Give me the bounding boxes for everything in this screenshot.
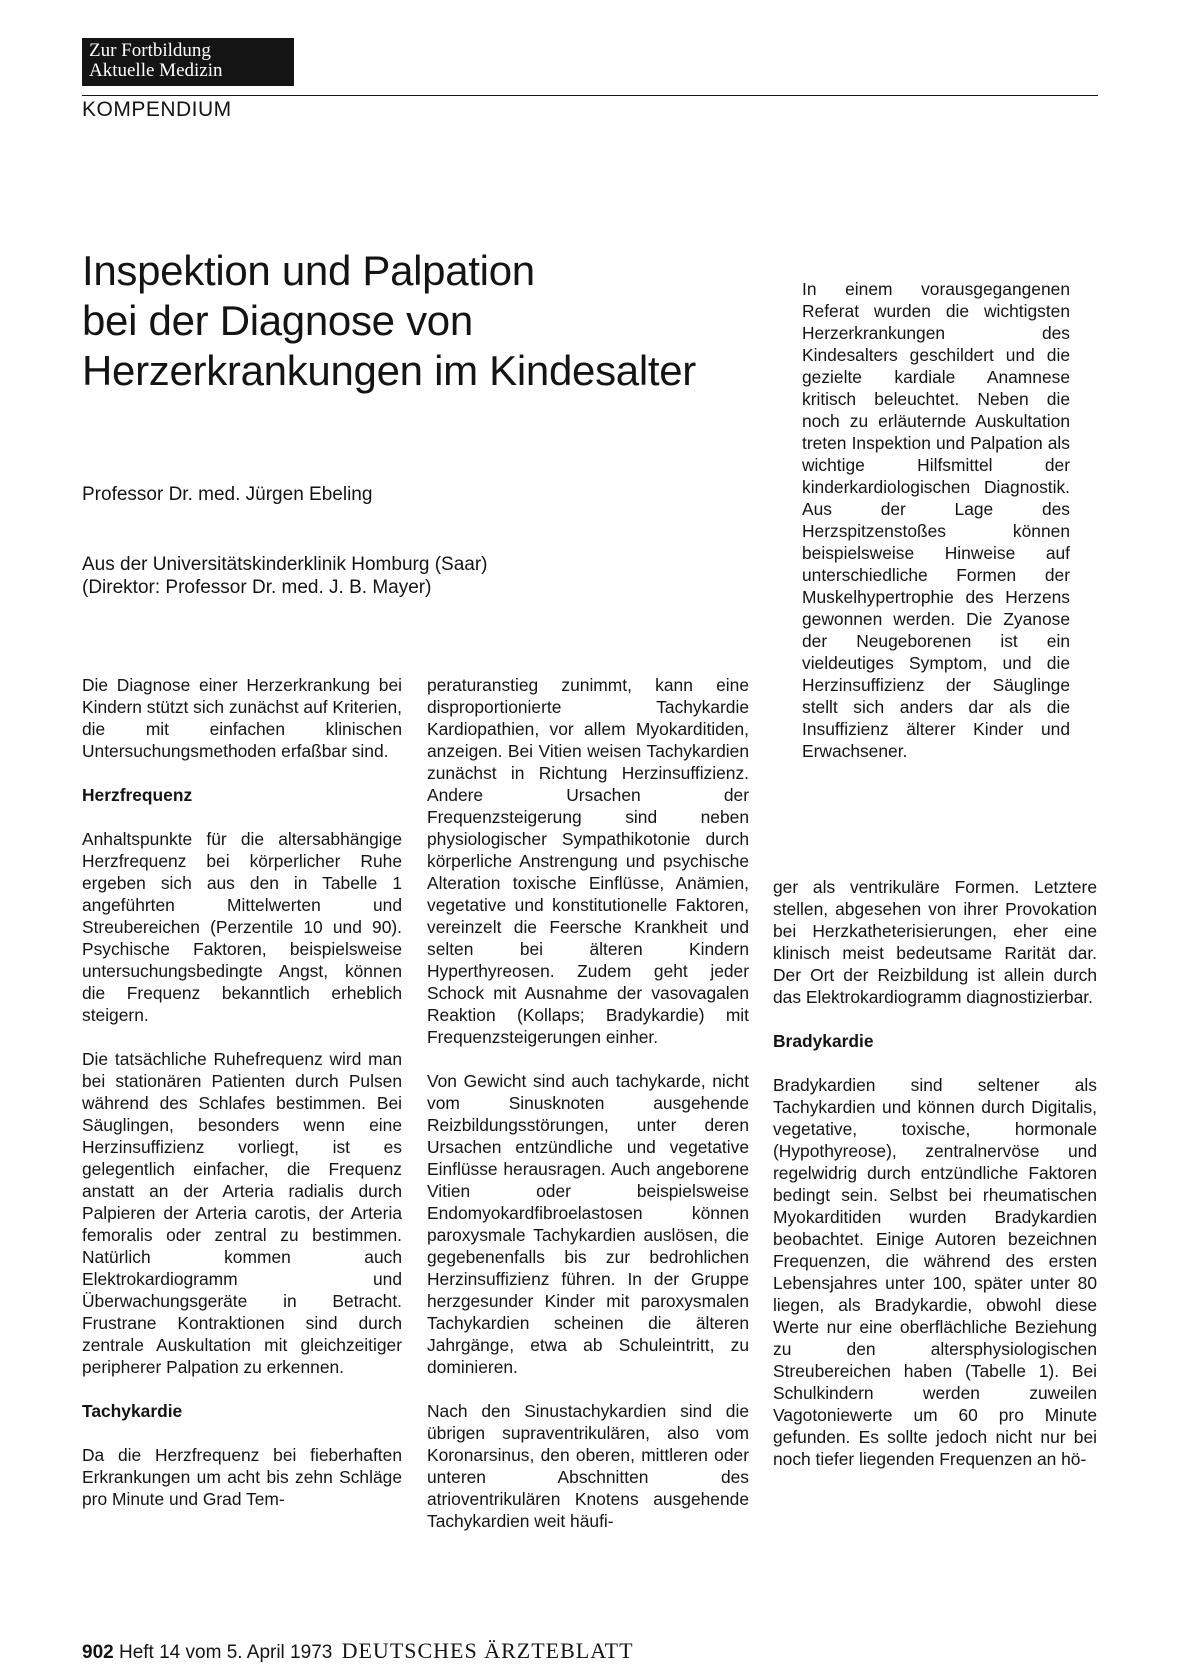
paragraph: Von Gewicht sind auch tachykarde, nicht vom Sinusknoten ausgehende Reizbildungsstörungen, unter deren Ursachen entzündliche und vegetative Einflüsse herausragen. Auch angeborene Vitien oder beispielsweise Endomyokardfibroelastosen können paroxysmale Tachykardien auslösen, die gegebenenfalls bis zur bedrohlichen Herzinsuffizienz führen. In der Gruppe herzgesunder Kinder mit paroxysmalen Tachykardien scheinen die älteren Jahrgänge, etwa ab Schuleintritt, zu dominieren. [427,1071,749,1377]
heading-herzfrequenz: Herzfrequenz [82,785,193,805]
page-footer [82,1638,634,1664]
section-label: KOMPENDIUM [82,98,232,121]
article-title [82,246,772,396]
paragraph: ger als ventrikuläre Formen. Letztere stellen, abgesehen von ihrer Provokation bei Herzkatheterisierungen, eher eine klinisch meist bedeutsame Rarität dar. Der Ort der Reizbildung ist allein durch das Elektrokardiogramm diagnostizierbar. [773,877,1097,1007]
text-column-2 [427,674,749,1532]
paragraph: Da die Herzfrequenz bei fieberhaften Erkrankungen um acht bis zehn Schläge pro Minute und Grad Tem- [82,1445,402,1509]
paragraph: Die tatsächliche Ruhefrequenz wird man bei stationären Patienten durch Pulsen während des Schlafes bestimmen. Bei Säuglingen, besonders wenn eine Herzinsuffizienz vorliegt, ist es gelegentlich einfacher, die Frequenz anstatt an der Arteria radialis durch Palpieren der Arteria carotis, der Arteria femoralis oder zentral zu bestimmen. Natürlich kommen auch Elektrokardiogramm und Überwachungsgeräte in Betracht. Frustrane Kontraktionen sind durch zentrale Auskultation mit gleichzeitiger peripherer Palpation zu erkennen. [82,1049,402,1377]
paragraph: Nach den Sinustachykardien sind die übrigen supraventrikulären, also vom Koronarsinus, den oberen, mittleren oder unteren Abschnitten des atrioventrikulären Knotens ausgehende Tachykardien weit häufi- [427,1401,749,1531]
header-rule [82,95,1098,96]
rubric-line-1: Zur Fortbildung [89,40,211,61]
heading-tachykardie: Tachykardie [82,1401,183,1421]
journal-name: DEUTSCHES ÄRZTEBLATT [341,1638,634,1663]
issue-info: Heft 14 vom 5. April 1973 [118,1642,333,1663]
text-column-3 [773,876,1097,1470]
text-column-1 [82,674,402,1510]
abstract: In einem vorausgegangenen Referat wurden die wichtigsten Herzerkrankungen des Kindesalters geschildert und die gezielte kardiale Anamnese kritisch beleuchtet. Neben die noch zu erläuternde Auskultation treten Inspektion und Palpation als wichtige Hilfsmittel der kinderkardiologischen Diagnostik. Aus der Lage des Herzspitzenstoßes können beispielsweise Hinweise auf unterschiedliche Formen der Muskelhypertrophie des Herzens gewonnen werden. Die Zyanose der Neugeborenen ist ein vieldeutiges Symptom, und die Herzinsuffizienz der Säuglinge stellt sich anders dar als die Insuffizienz älterer Kinder und Erwachsener. [802,279,1070,761]
title-line-2: bei der Diagnose von [82,297,473,344]
paragraph: peraturanstieg zunimmt, kann eine disproportionierte Tachykardie Kardiopathien, vor allem Myokarditiden, anzeigen. Bei Vitien weisen Tachykardien zunächst in Richtung Herzinsuffizienz. Andere Ursachen der Frequenzsteigerung sind neben physiologischer Sympathikotonie durch körperliche Anstrengung und psychische Alteration toxische Einflüsse, Anämien, vegetative und konstitutionelle Faktoren, vereinzelt die Feersche Krankheit und selten bei älteren Kindern Hyperthyreosen. Zudem geht jeder Schock mit Ausnahme der vasovagalen Reaktion (Kollaps; Bradykardie) mit Frequenzsteigerungen einher. [427,675,749,1047]
title-line-3: Herzerkrankungen im Kindesalter [82,347,696,394]
affiliation-line-2: (Direktor: Professor Dr. med. J. B. Mayer) [82,577,432,598]
rubric-label [82,38,294,86]
paragraph: Anhaltspunkte für die altersabhängige Herzfrequenz bei körperlicher Ruhe ergeben sich aus den in Tabelle 1 angeführten Mittelwerten und Streubereichen (Perzentile 10 und 90). Psychische Faktoren, beispielsweise untersuchungsbedingte Angst, können die Frequenz bekanntlich erheblich steigern. [82,829,402,1025]
heading-bradykardie: Bradykardie [773,1031,874,1051]
abstract-column [802,278,1070,762]
title-line-1: Inspektion und Palpation [82,247,535,294]
affiliation [82,553,487,599]
author: Professor Dr. med. Jürgen Ebeling [82,484,373,505]
affiliation-line-1: Aus der Universitätskinderklinik Homburg (Saar) [82,554,488,575]
intro-paragraph: Die Diagnose einer Herzerkrankung bei Kindern stützt sich zunächst auf Kriterien, die mit einfachen klinischen Untersuchungsmethoden erfaßbar sind. [82,675,402,761]
page-number: 902 [82,1642,114,1663]
paragraph: Bradykardien sind seltener als Tachykardien und können durch Digitalis, vegetative, toxische, hormonale (Hypothyreose), zentralnervöse und regelwidrig durch entzündliche Faktoren bedingt sein. Selbst bei rheumatischen Myokarditiden wurden Bradykardien beobachtet. Einige Autoren bezeichnen Frequenzen, die während des ersten Lebensjahres unter 100, später unter 80 liegen, als Bradykardie, obwohl diese Werte nur eine oberflächliche Beziehung zu den altersphysiologischen Streubereichen haben (Tabelle 1). Bei Schulkindern werden zuweilen Vagotoniewerte um 60 pro Minute gefunden. Es sollte jedoch nicht nur bei noch tiefer liegenden Frequenzen an hö- [773,1075,1097,1469]
rubric-line-2: Aktuelle Medizin [89,60,223,81]
